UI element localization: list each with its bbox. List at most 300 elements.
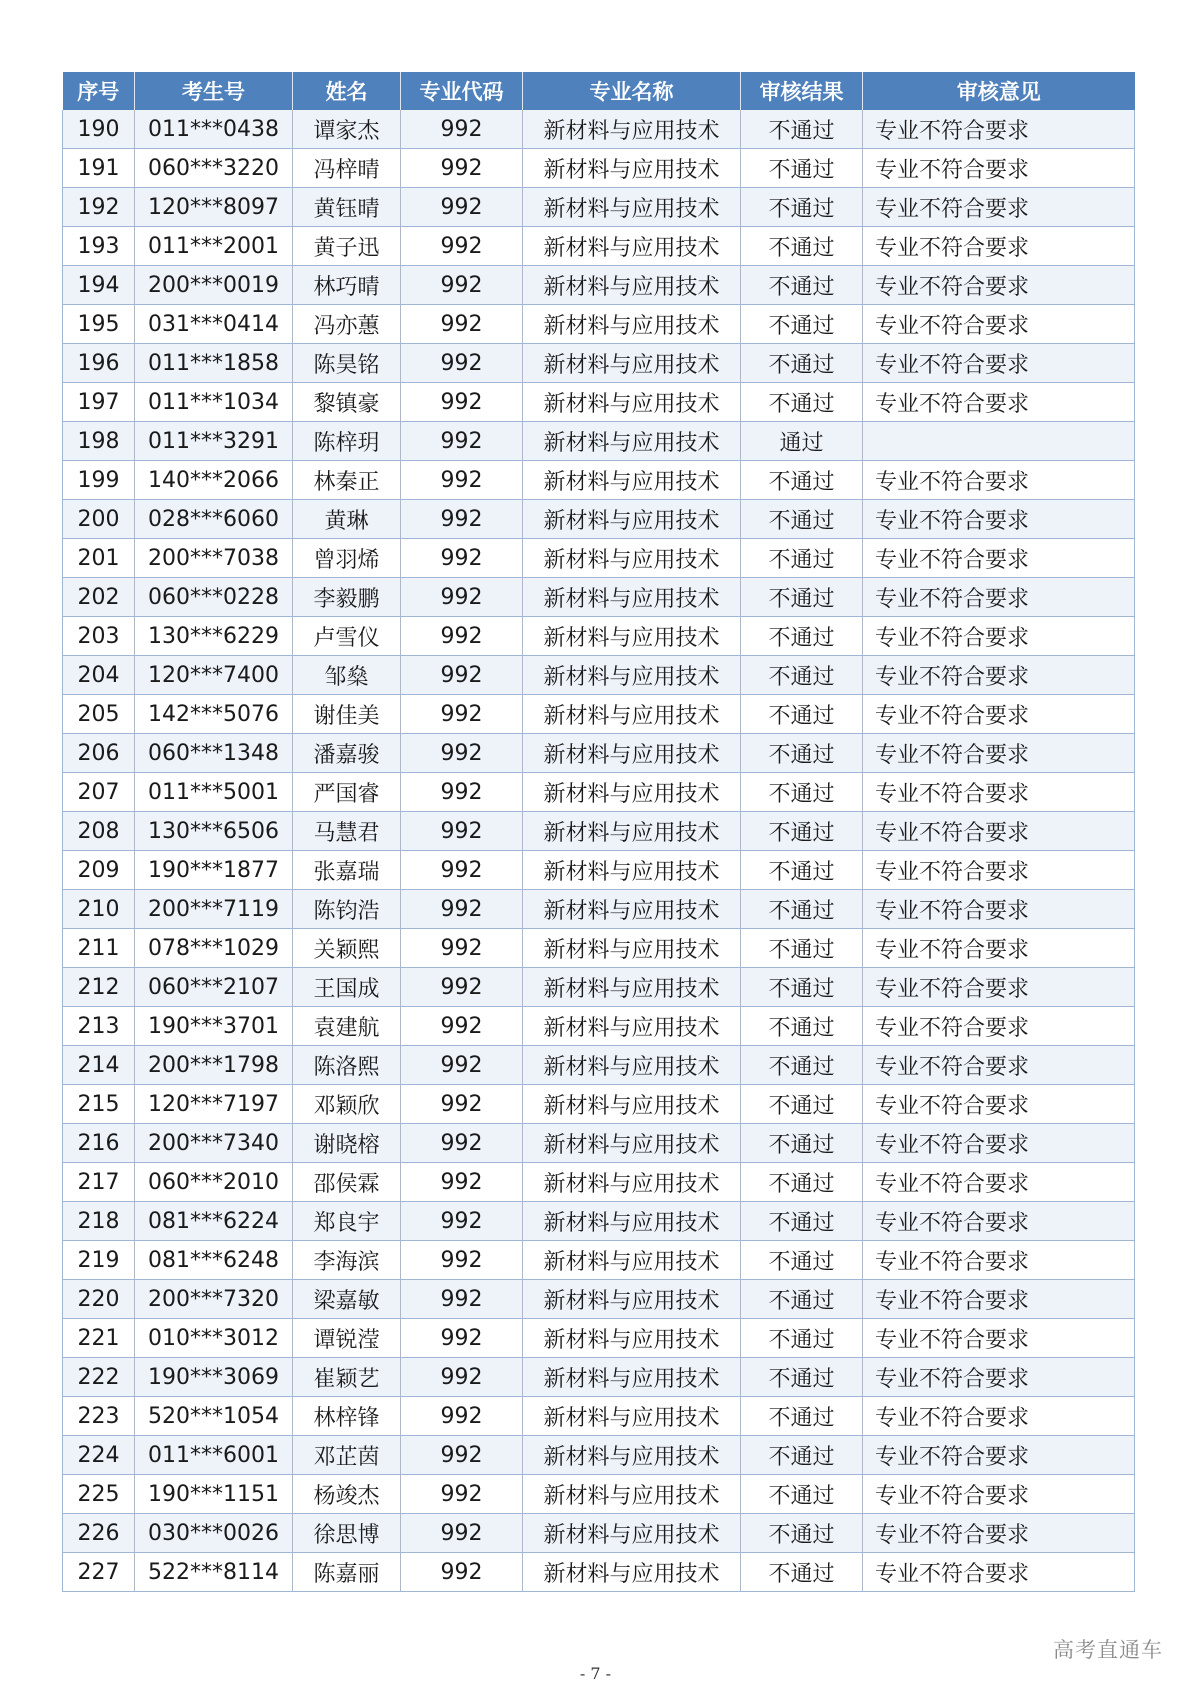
cell-review-result: 通过 bbox=[741, 422, 863, 461]
table-row bbox=[63, 1124, 1135, 1163]
cell-major-name: 新材料与应用技术 bbox=[523, 578, 741, 617]
cell-name: 陈嘉丽 bbox=[293, 1553, 401, 1592]
table-header-row bbox=[63, 72, 1135, 110]
cell-review-result: 不通过 bbox=[741, 1358, 863, 1397]
cell-review-opinion: 专业不符合要求 bbox=[863, 890, 1135, 929]
table-row bbox=[63, 929, 1135, 968]
cell-major-name: 新材料与应用技术 bbox=[523, 617, 741, 656]
cell-review-opinion: 专业不符合要求 bbox=[863, 1124, 1135, 1163]
table-row bbox=[63, 1436, 1135, 1475]
cell-review-opinion: 专业不符合要求 bbox=[863, 266, 1135, 305]
cell-name: 邓颖欣 bbox=[293, 1085, 401, 1124]
cell-review-opinion: 专业不符合要求 bbox=[863, 1475, 1135, 1514]
cell-review-opinion: 专业不符合要求 bbox=[863, 1436, 1135, 1475]
cell-candidate-number: 120***7400 bbox=[135, 656, 293, 695]
cell-review-result: 不通过 bbox=[741, 1085, 863, 1124]
cell-name: 严国睿 bbox=[293, 773, 401, 812]
cell-major-name: 新材料与应用技术 bbox=[523, 1358, 741, 1397]
cell-review-opinion: 专业不符合要求 bbox=[863, 968, 1135, 1007]
table-row bbox=[63, 1358, 1135, 1397]
cell-major-code: 992 bbox=[401, 1241, 523, 1280]
header-review-opinion: 审核意见 bbox=[863, 72, 1135, 110]
cell-candidate-number: 190***3701 bbox=[135, 1007, 293, 1046]
cell-candidate-number: 060***2107 bbox=[135, 968, 293, 1007]
cell-review-opinion: 专业不符合要求 bbox=[863, 1085, 1135, 1124]
cell-review-opinion: 专业不符合要求 bbox=[863, 929, 1135, 968]
cell-major-code: 992 bbox=[401, 1553, 523, 1592]
cell-serial-number: 218 bbox=[63, 1202, 135, 1241]
table-row bbox=[63, 617, 1135, 656]
cell-name: 林巧晴 bbox=[293, 266, 401, 305]
cell-name: 谭锐滢 bbox=[293, 1319, 401, 1358]
cell-review-result: 不通过 bbox=[741, 1241, 863, 1280]
cell-review-opinion: 专业不符合要求 bbox=[863, 851, 1135, 890]
cell-candidate-number: 142***5076 bbox=[135, 695, 293, 734]
cell-name: 谢晓榕 bbox=[293, 1124, 401, 1163]
table-row bbox=[63, 1085, 1135, 1124]
table-body bbox=[63, 110, 1135, 1592]
cell-review-opinion: 专业不符合要求 bbox=[863, 1319, 1135, 1358]
cell-review-result: 不通过 bbox=[741, 890, 863, 929]
cell-review-result: 不通过 bbox=[741, 188, 863, 227]
cell-serial-number: 225 bbox=[63, 1475, 135, 1514]
cell-serial-number: 214 bbox=[63, 1046, 135, 1085]
cell-review-opinion: 专业不符合要求 bbox=[863, 1046, 1135, 1085]
cell-review-result: 不通过 bbox=[741, 851, 863, 890]
cell-review-result: 不通过 bbox=[741, 500, 863, 539]
cell-serial-number: 206 bbox=[63, 734, 135, 773]
table-row bbox=[63, 578, 1135, 617]
cell-name: 王国成 bbox=[293, 968, 401, 1007]
table-row bbox=[63, 383, 1135, 422]
cell-review-result: 不通过 bbox=[741, 110, 863, 149]
cell-major-code: 992 bbox=[401, 929, 523, 968]
cell-review-opinion: 专业不符合要求 bbox=[863, 1514, 1135, 1553]
cell-major-name: 新材料与应用技术 bbox=[523, 1241, 741, 1280]
cell-major-code: 992 bbox=[401, 305, 523, 344]
cell-major-code: 992 bbox=[401, 812, 523, 851]
table-row bbox=[63, 1007, 1135, 1046]
cell-name: 黄琳 bbox=[293, 500, 401, 539]
cell-major-name: 新材料与应用技术 bbox=[523, 812, 741, 851]
cell-review-result: 不通过 bbox=[741, 149, 863, 188]
cell-name: 邵侯霖 bbox=[293, 1163, 401, 1202]
cell-candidate-number: 200***7320 bbox=[135, 1280, 293, 1319]
table-row bbox=[63, 110, 1135, 149]
cell-major-name: 新材料与应用技术 bbox=[523, 1436, 741, 1475]
cell-serial-number: 226 bbox=[63, 1514, 135, 1553]
cell-major-code: 992 bbox=[401, 968, 523, 1007]
table-row bbox=[63, 305, 1135, 344]
cell-name: 陈昊铭 bbox=[293, 344, 401, 383]
cell-review-opinion: 专业不符合要求 bbox=[863, 1358, 1135, 1397]
cell-name: 陈洛熙 bbox=[293, 1046, 401, 1085]
cell-review-opinion: 专业不符合要求 bbox=[863, 695, 1135, 734]
cell-major-code: 992 bbox=[401, 578, 523, 617]
cell-major-code: 992 bbox=[401, 773, 523, 812]
table-row bbox=[63, 1553, 1135, 1592]
cell-serial-number: 191 bbox=[63, 149, 135, 188]
cell-major-name: 新材料与应用技术 bbox=[523, 149, 741, 188]
cell-major-code: 992 bbox=[401, 383, 523, 422]
cell-candidate-number: 130***6229 bbox=[135, 617, 293, 656]
cell-major-code: 992 bbox=[401, 1436, 523, 1475]
cell-serial-number: 205 bbox=[63, 695, 135, 734]
cell-name: 郑良宇 bbox=[293, 1202, 401, 1241]
cell-major-name: 新材料与应用技术 bbox=[523, 1475, 741, 1514]
cell-review-opinion: 专业不符合要求 bbox=[863, 1553, 1135, 1592]
review-results-table-container bbox=[62, 72, 1134, 1592]
cell-major-name: 新材料与应用技术 bbox=[523, 344, 741, 383]
cell-review-result: 不通过 bbox=[741, 656, 863, 695]
cell-serial-number: 213 bbox=[63, 1007, 135, 1046]
cell-review-result: 不通过 bbox=[741, 1475, 863, 1514]
cell-major-code: 992 bbox=[401, 851, 523, 890]
cell-major-name: 新材料与应用技术 bbox=[523, 383, 741, 422]
cell-candidate-number: 078***1029 bbox=[135, 929, 293, 968]
cell-candidate-number: 200***7119 bbox=[135, 890, 293, 929]
cell-review-result: 不通过 bbox=[741, 1046, 863, 1085]
cell-name: 杨竣杰 bbox=[293, 1475, 401, 1514]
cell-name: 马慧君 bbox=[293, 812, 401, 851]
cell-major-code: 992 bbox=[401, 149, 523, 188]
cell-candidate-number: 190***3069 bbox=[135, 1358, 293, 1397]
cell-review-opinion: 专业不符合要求 bbox=[863, 500, 1135, 539]
cell-review-result: 不通过 bbox=[741, 1007, 863, 1046]
cell-major-code: 992 bbox=[401, 110, 523, 149]
cell-candidate-number: 060***0228 bbox=[135, 578, 293, 617]
table-row bbox=[63, 227, 1135, 266]
cell-major-name: 新材料与应用技术 bbox=[523, 110, 741, 149]
table-row bbox=[63, 734, 1135, 773]
header-candidate-number: 考生号 bbox=[135, 72, 293, 110]
cell-serial-number: 200 bbox=[63, 500, 135, 539]
cell-name: 梁嘉敏 bbox=[293, 1280, 401, 1319]
cell-review-result: 不通过 bbox=[741, 773, 863, 812]
cell-major-name: 新材料与应用技术 bbox=[523, 422, 741, 461]
cell-name: 冯亦蕙 bbox=[293, 305, 401, 344]
cell-review-result: 不通过 bbox=[741, 461, 863, 500]
table-row bbox=[63, 968, 1135, 1007]
cell-major-code: 992 bbox=[401, 1358, 523, 1397]
table-row bbox=[63, 1280, 1135, 1319]
cell-candidate-number: 060***2010 bbox=[135, 1163, 293, 1202]
cell-candidate-number: 031***0414 bbox=[135, 305, 293, 344]
table-row bbox=[63, 851, 1135, 890]
table-row bbox=[63, 1163, 1135, 1202]
cell-review-opinion: 专业不符合要求 bbox=[863, 773, 1135, 812]
cell-review-result: 不通过 bbox=[741, 1514, 863, 1553]
cell-major-name: 新材料与应用技术 bbox=[523, 1124, 741, 1163]
table-row bbox=[63, 266, 1135, 305]
cell-major-code: 992 bbox=[401, 1046, 523, 1085]
cell-serial-number: 217 bbox=[63, 1163, 135, 1202]
table-row bbox=[63, 812, 1135, 851]
cell-review-opinion: 专业不符合要求 bbox=[863, 1007, 1135, 1046]
cell-review-result: 不通过 bbox=[741, 812, 863, 851]
cell-candidate-number: 011***6001 bbox=[135, 1436, 293, 1475]
cell-serial-number: 202 bbox=[63, 578, 135, 617]
cell-serial-number: 197 bbox=[63, 383, 135, 422]
cell-major-code: 992 bbox=[401, 617, 523, 656]
cell-review-opinion: 专业不符合要求 bbox=[863, 1163, 1135, 1202]
cell-review-result: 不通过 bbox=[741, 578, 863, 617]
cell-serial-number: 201 bbox=[63, 539, 135, 578]
cell-candidate-number: 011***3291 bbox=[135, 422, 293, 461]
cell-serial-number: 190 bbox=[63, 110, 135, 149]
cell-candidate-number: 011***2001 bbox=[135, 227, 293, 266]
cell-serial-number: 227 bbox=[63, 1553, 135, 1592]
cell-serial-number: 223 bbox=[63, 1397, 135, 1436]
cell-review-result: 不通过 bbox=[741, 1436, 863, 1475]
cell-candidate-number: 190***1877 bbox=[135, 851, 293, 890]
cell-review-opinion: 专业不符合要求 bbox=[863, 812, 1135, 851]
cell-candidate-number: 030***0026 bbox=[135, 1514, 293, 1553]
cell-name: 黄子迅 bbox=[293, 227, 401, 266]
cell-major-name: 新材料与应用技术 bbox=[523, 734, 741, 773]
table-row bbox=[63, 539, 1135, 578]
cell-candidate-number: 140***2066 bbox=[135, 461, 293, 500]
cell-major-code: 992 bbox=[401, 539, 523, 578]
cell-review-result: 不通过 bbox=[741, 383, 863, 422]
table-row bbox=[63, 1319, 1135, 1358]
cell-major-name: 新材料与应用技术 bbox=[523, 1085, 741, 1124]
header-major-code: 专业代码 bbox=[401, 72, 523, 110]
cell-serial-number: 196 bbox=[63, 344, 135, 383]
cell-major-name: 新材料与应用技术 bbox=[523, 500, 741, 539]
cell-candidate-number: 130***6506 bbox=[135, 812, 293, 851]
cell-candidate-number: 060***3220 bbox=[135, 149, 293, 188]
cell-name: 陈梓玥 bbox=[293, 422, 401, 461]
table-row bbox=[63, 1514, 1135, 1553]
cell-review-opinion: 专业不符合要求 bbox=[863, 344, 1135, 383]
cell-major-name: 新材料与应用技术 bbox=[523, 227, 741, 266]
cell-serial-number: 216 bbox=[63, 1124, 135, 1163]
table-row bbox=[63, 656, 1135, 695]
cell-candidate-number: 120***7197 bbox=[135, 1085, 293, 1124]
cell-name: 黄钰晴 bbox=[293, 188, 401, 227]
cell-serial-number: 198 bbox=[63, 422, 135, 461]
cell-serial-number: 220 bbox=[63, 1280, 135, 1319]
cell-major-name: 新材料与应用技术 bbox=[523, 305, 741, 344]
cell-review-opinion: 专业不符合要求 bbox=[863, 188, 1135, 227]
cell-review-result: 不通过 bbox=[741, 1319, 863, 1358]
cell-candidate-number: 120***8097 bbox=[135, 188, 293, 227]
cell-serial-number: 207 bbox=[63, 773, 135, 812]
cell-serial-number: 210 bbox=[63, 890, 135, 929]
cell-serial-number: 221 bbox=[63, 1319, 135, 1358]
cell-review-result: 不通过 bbox=[741, 1553, 863, 1592]
cell-candidate-number: 060***1348 bbox=[135, 734, 293, 773]
cell-major-code: 992 bbox=[401, 1085, 523, 1124]
table-row bbox=[63, 500, 1135, 539]
cell-serial-number: 208 bbox=[63, 812, 135, 851]
cell-review-result: 不通过 bbox=[741, 695, 863, 734]
cell-serial-number: 199 bbox=[63, 461, 135, 500]
cell-review-opinion: 专业不符合要求 bbox=[863, 149, 1135, 188]
cell-name: 黎镇豪 bbox=[293, 383, 401, 422]
header-major-name: 专业名称 bbox=[523, 72, 741, 110]
cell-major-code: 992 bbox=[401, 227, 523, 266]
cell-review-result: 不通过 bbox=[741, 305, 863, 344]
cell-review-result: 不通过 bbox=[741, 617, 863, 656]
cell-candidate-number: 200***1798 bbox=[135, 1046, 293, 1085]
cell-review-opinion: 专业不符合要求 bbox=[863, 461, 1135, 500]
cell-review-opinion: 专业不符合要求 bbox=[863, 305, 1135, 344]
cell-name: 谭家杰 bbox=[293, 110, 401, 149]
cell-serial-number: 204 bbox=[63, 656, 135, 695]
cell-review-opinion: 专业不符合要求 bbox=[863, 734, 1135, 773]
cell-review-result: 不通过 bbox=[741, 344, 863, 383]
cell-review-result: 不通过 bbox=[741, 1202, 863, 1241]
cell-major-code: 992 bbox=[401, 734, 523, 773]
cell-major-name: 新材料与应用技术 bbox=[523, 1280, 741, 1319]
cell-name: 张嘉瑞 bbox=[293, 851, 401, 890]
cell-candidate-number: 190***1151 bbox=[135, 1475, 293, 1514]
cell-serial-number: 192 bbox=[63, 188, 135, 227]
cell-candidate-number: 011***0438 bbox=[135, 110, 293, 149]
table-row bbox=[63, 890, 1135, 929]
table-row bbox=[63, 1241, 1135, 1280]
cell-candidate-number: 522***8114 bbox=[135, 1553, 293, 1592]
cell-review-opinion: 专业不符合要求 bbox=[863, 1280, 1135, 1319]
cell-major-name: 新材料与应用技术 bbox=[523, 1007, 741, 1046]
cell-name: 邹燊 bbox=[293, 656, 401, 695]
cell-review-opinion: 专业不符合要求 bbox=[863, 656, 1135, 695]
cell-serial-number: 212 bbox=[63, 968, 135, 1007]
cell-review-opinion: 专业不符合要求 bbox=[863, 578, 1135, 617]
cell-candidate-number: 011***1034 bbox=[135, 383, 293, 422]
cell-review-result: 不通过 bbox=[741, 227, 863, 266]
cell-review-result: 不通过 bbox=[741, 968, 863, 1007]
cell-review-opinion: 专业不符合要求 bbox=[863, 227, 1135, 266]
cell-name: 邓芷茵 bbox=[293, 1436, 401, 1475]
cell-serial-number: 194 bbox=[63, 266, 135, 305]
cell-name: 潘嘉骏 bbox=[293, 734, 401, 773]
cell-major-code: 992 bbox=[401, 1475, 523, 1514]
table-row bbox=[63, 461, 1135, 500]
table-row bbox=[63, 695, 1135, 734]
cell-review-opinion: 专业不符合要求 bbox=[863, 539, 1135, 578]
cell-major-code: 992 bbox=[401, 1202, 523, 1241]
cell-major-code: 992 bbox=[401, 1280, 523, 1319]
page-number: - 7 - bbox=[579, 1664, 612, 1683]
cell-serial-number: 211 bbox=[63, 929, 135, 968]
cell-major-code: 992 bbox=[401, 266, 523, 305]
cell-name: 林秦正 bbox=[293, 461, 401, 500]
cell-name: 冯梓晴 bbox=[293, 149, 401, 188]
cell-major-name: 新材料与应用技术 bbox=[523, 1397, 741, 1436]
cell-review-result: 不通过 bbox=[741, 1280, 863, 1319]
cell-major-name: 新材料与应用技术 bbox=[523, 1319, 741, 1358]
table-row bbox=[63, 188, 1135, 227]
cell-review-result: 不通过 bbox=[741, 1124, 863, 1163]
cell-review-opinion: 专业不符合要求 bbox=[863, 1241, 1135, 1280]
cell-major-name: 新材料与应用技术 bbox=[523, 968, 741, 1007]
cell-candidate-number: 520***1054 bbox=[135, 1397, 293, 1436]
table-row bbox=[63, 149, 1135, 188]
cell-major-code: 992 bbox=[401, 1514, 523, 1553]
cell-name: 徐思博 bbox=[293, 1514, 401, 1553]
header-serial-number: 序号 bbox=[63, 72, 135, 110]
cell-serial-number: 203 bbox=[63, 617, 135, 656]
cell-major-name: 新材料与应用技术 bbox=[523, 188, 741, 227]
cell-major-code: 992 bbox=[401, 500, 523, 539]
cell-serial-number: 222 bbox=[63, 1358, 135, 1397]
cell-major-code: 992 bbox=[401, 344, 523, 383]
cell-major-name: 新材料与应用技术 bbox=[523, 1514, 741, 1553]
cell-candidate-number: 081***6224 bbox=[135, 1202, 293, 1241]
cell-name: 林梓锋 bbox=[293, 1397, 401, 1436]
cell-major-name: 新材料与应用技术 bbox=[523, 266, 741, 305]
cell-major-code: 992 bbox=[401, 422, 523, 461]
cell-review-result: 不通过 bbox=[741, 1397, 863, 1436]
cell-major-code: 992 bbox=[401, 890, 523, 929]
cell-candidate-number: 200***7340 bbox=[135, 1124, 293, 1163]
cell-major-name: 新材料与应用技术 bbox=[523, 695, 741, 734]
cell-candidate-number: 011***5001 bbox=[135, 773, 293, 812]
cell-name: 袁建航 bbox=[293, 1007, 401, 1046]
table-row bbox=[63, 773, 1135, 812]
table-row bbox=[63, 1046, 1135, 1085]
cell-review-opinion: 专业不符合要求 bbox=[863, 617, 1135, 656]
cell-name: 曾羽烯 bbox=[293, 539, 401, 578]
cell-serial-number: 193 bbox=[63, 227, 135, 266]
cell-serial-number: 195 bbox=[63, 305, 135, 344]
cell-candidate-number: 200***7038 bbox=[135, 539, 293, 578]
cell-major-name: 新材料与应用技术 bbox=[523, 851, 741, 890]
cell-review-opinion: 专业不符合要求 bbox=[863, 1397, 1135, 1436]
cell-major-code: 992 bbox=[401, 1163, 523, 1202]
cell-serial-number: 215 bbox=[63, 1085, 135, 1124]
table-row bbox=[63, 344, 1135, 383]
header-review-result: 审核结果 bbox=[741, 72, 863, 110]
cell-candidate-number: 011***1858 bbox=[135, 344, 293, 383]
table-row bbox=[63, 1202, 1135, 1241]
cell-review-result: 不通过 bbox=[741, 266, 863, 305]
cell-review-opinion: 专业不符合要求 bbox=[863, 383, 1135, 422]
cell-major-name: 新材料与应用技术 bbox=[523, 461, 741, 500]
cell-review-opinion bbox=[863, 422, 1135, 461]
cell-review-opinion: 专业不符合要求 bbox=[863, 1202, 1135, 1241]
cell-name: 关颖熙 bbox=[293, 929, 401, 968]
cell-serial-number: 224 bbox=[63, 1436, 135, 1475]
cell-review-result: 不通过 bbox=[741, 734, 863, 773]
cell-name: 李毅鹏 bbox=[293, 578, 401, 617]
cell-major-code: 992 bbox=[401, 188, 523, 227]
cell-review-result: 不通过 bbox=[741, 1163, 863, 1202]
cell-major-name: 新材料与应用技术 bbox=[523, 1046, 741, 1085]
cell-review-result: 不通过 bbox=[741, 929, 863, 968]
review-results-table bbox=[62, 72, 1135, 1592]
cell-major-name: 新材料与应用技术 bbox=[523, 890, 741, 929]
cell-major-code: 992 bbox=[401, 656, 523, 695]
cell-candidate-number: 010***3012 bbox=[135, 1319, 293, 1358]
cell-major-code: 992 bbox=[401, 1397, 523, 1436]
table-row bbox=[63, 1397, 1135, 1436]
cell-major-name: 新材料与应用技术 bbox=[523, 1202, 741, 1241]
cell-major-name: 新材料与应用技术 bbox=[523, 929, 741, 968]
cell-name: 卢雪仪 bbox=[293, 617, 401, 656]
cell-name: 崔颖艺 bbox=[293, 1358, 401, 1397]
header-name: 姓名 bbox=[293, 72, 401, 110]
cell-major-code: 992 bbox=[401, 1319, 523, 1358]
cell-major-name: 新材料与应用技术 bbox=[523, 1163, 741, 1202]
cell-name: 谢佳美 bbox=[293, 695, 401, 734]
cell-candidate-number: 200***0019 bbox=[135, 266, 293, 305]
cell-candidate-number: 028***6060 bbox=[135, 500, 293, 539]
cell-serial-number: 219 bbox=[63, 1241, 135, 1280]
